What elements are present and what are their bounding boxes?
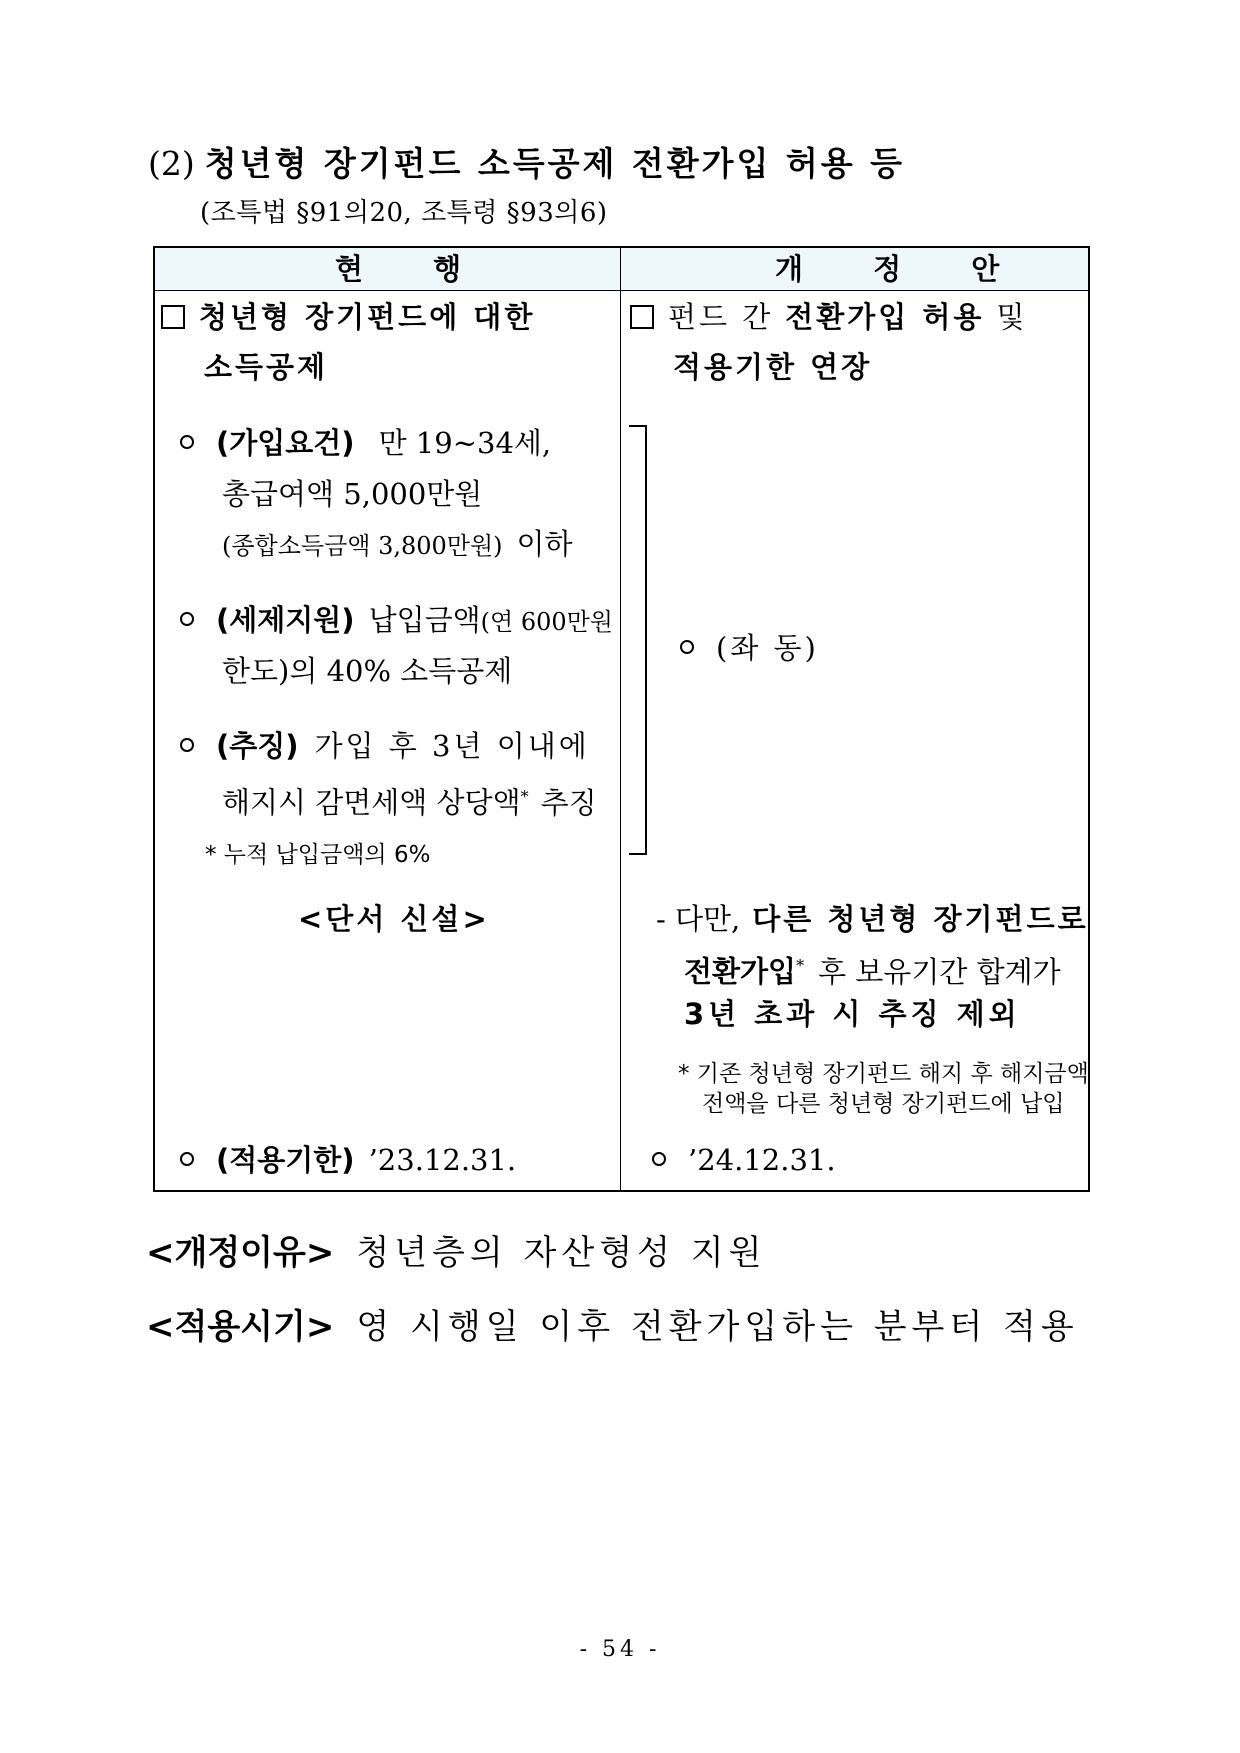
bullet-circle-icon — [180, 435, 194, 449]
section-number: (2) — [148, 144, 195, 183]
checkbox-square-icon — [630, 305, 654, 329]
effective-date — [146, 1305, 1079, 1349]
current-recapture-line2: 해지시 감면세액 상당액* 추징 — [222, 785, 597, 820]
revised-item-title-line2: 적용기한 연장 — [673, 350, 873, 384]
current-tax-line2: 한도)의 40% 소득공제 — [222, 654, 513, 688]
current-deadline: (적용기한) ’23.12.31. — [180, 1142, 516, 1178]
bullet-circle-icon — [180, 1152, 194, 1166]
revised-proviso-line3: 3년 초과 시 추징 제외 — [684, 997, 1021, 1031]
current-recapture-line1: (추징) 가입 후 3년 이내에 — [180, 728, 590, 764]
bullet-circle-icon — [680, 640, 694, 654]
revision-reason-label: <개정이유> — [146, 1233, 335, 1273]
current-item-title-line1: 청년형 장기펀드에 대한 — [161, 299, 535, 335]
revised-proviso-note-line1: * 기존 청년형 장기펀드 해지 후 해지금액 — [678, 1061, 1089, 1087]
revised-deadline: ’24.12.31. — [652, 1142, 836, 1178]
revised-item-title-line1: 펀드 간 전환가입 허용 및 — [630, 299, 1024, 335]
effective-date-text: 영 시행일 이후 전환가입하는 분부터 적용 — [356, 1307, 1079, 1347]
bullet-circle-icon — [180, 738, 194, 752]
header-revised: 개 정 안 — [775, 252, 1030, 286]
column-divider — [620, 248, 621, 1190]
current-eligibility-line2: 총급여액 5,000만원 — [222, 477, 483, 511]
revision-reason — [146, 1231, 766, 1275]
current-item-title-line2: 소득공제 — [204, 350, 329, 384]
revised-proviso-line1: - 다만, 다른 청년형 장기펀드로 — [656, 902, 1089, 936]
bracket-icon — [629, 425, 647, 855]
header-current: 현 행 — [335, 252, 492, 286]
revised-same-as-left: (좌 동) — [680, 630, 819, 666]
comparison-table — [153, 246, 1090, 1192]
current-eligibility-line1: (가입요건) 만 19~34세, — [180, 425, 551, 461]
effective-date-label: <적용시기> — [146, 1307, 335, 1347]
section-legal-reference: (조특법 §91의20, 조특령 §93의6) — [200, 198, 608, 228]
current-new-clause: <단서 신설> — [298, 902, 490, 936]
revision-reason-text: 청년층의 자산형성 지원 — [356, 1233, 767, 1273]
bullet-circle-icon — [652, 1152, 666, 1166]
table-header — [155, 248, 1088, 291]
section-heading — [148, 144, 905, 184]
section-title: 청년형 장기펀드 소득공제 전환가입 허용 등 — [204, 144, 905, 183]
bullet-circle-icon — [180, 612, 194, 626]
page-number: - 54 - — [579, 1637, 661, 1662]
current-tax-line1: (세제지원) 납입금액(연 600만원 — [180, 602, 613, 640]
revised-proviso-line2: 전환가입* 후 보유기간 합계가 — [684, 954, 1061, 989]
current-recapture-note: * 누적 납입금액의 6% — [205, 842, 431, 868]
revised-proviso-note-line2: 전액을 다른 청년형 장기펀드에 납입 — [702, 1091, 1065, 1117]
current-eligibility-line3: (종합소득금액 3,800만원) 이하 — [222, 527, 573, 561]
checkbox-square-icon — [161, 305, 185, 329]
